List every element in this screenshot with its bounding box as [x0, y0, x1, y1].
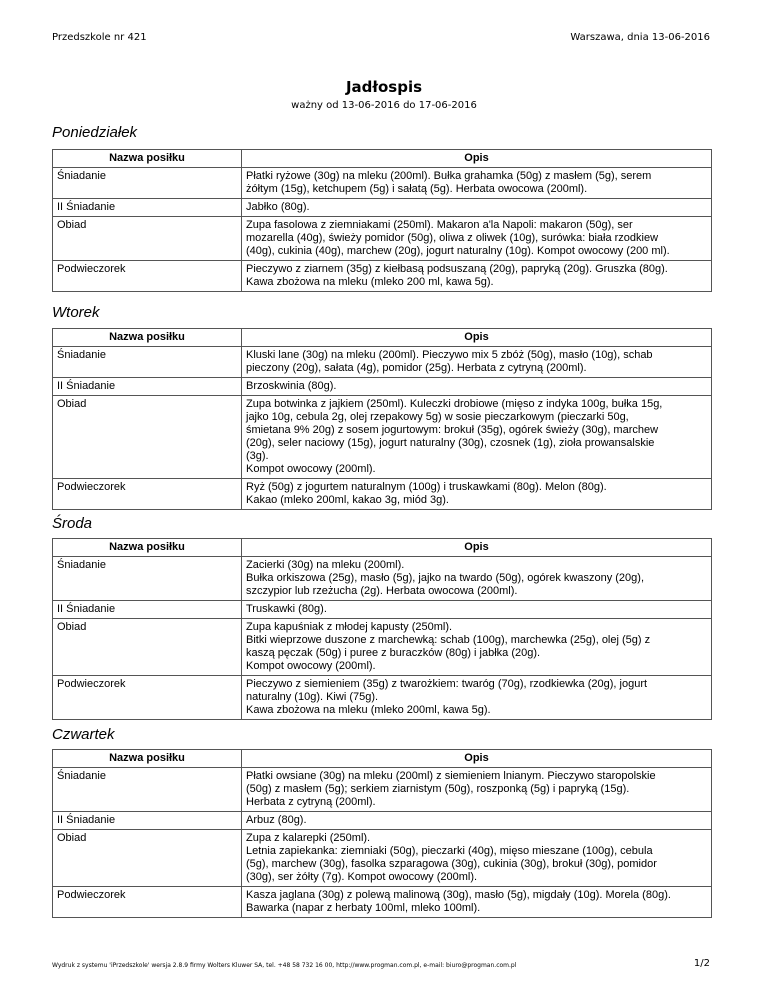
description-line: naturalny (10g). Kiwi (75g).: [246, 691, 379, 703]
table-row: [53, 217, 712, 261]
description-line: żółtym (15g), ketchupem (5g) i sałatą (5g). Herbata owocowa (200ml).: [246, 183, 588, 195]
description-line: Kompot owocowy (200ml).: [246, 660, 376, 672]
table-row: [53, 887, 712, 918]
table-row: [53, 479, 712, 510]
meal-name: Śniadanie: [53, 557, 242, 601]
description-line: Płatki ryżowe (30g) na mleku (200ml). Bułka grahamka (50g) z masłem (5g), serem: [246, 170, 652, 182]
description-line: Kawa zbożowa na mleku (mleko 200ml, kawa 5g).: [246, 704, 491, 716]
meal-name: II Śniadanie: [53, 199, 242, 217]
description-line: Bawarka (napar z herbaty 100ml, mleko 100ml).: [246, 902, 481, 914]
page-title: Jadłospis: [345, 78, 423, 96]
column-header-name: Nazwa posiłku: [53, 750, 242, 768]
description-line: śmietana 9% 20g) z sosem jogurtowym: brokuł (35g), ogórek świeży (30g), marchew: [246, 424, 659, 436]
meal-name: Śniadanie: [53, 347, 242, 378]
description-line: szczypior lub rzeżucha (2g). Herbata owocowa (200ml).: [246, 585, 518, 597]
table-row: [53, 199, 712, 217]
description-line: jajko 10g, cebula 2g, olej rzepakowy 5g) w sosie pieczarkowym (pieczarki 50g,: [246, 411, 629, 423]
table-header-row: [53, 539, 712, 557]
meal-name: Podwieczorek: [53, 479, 242, 510]
description-line: Kompot owocowy (200ml).: [246, 463, 376, 475]
meal-name: Śniadanie: [53, 768, 242, 812]
meal-description: [242, 347, 712, 378]
meal-table: [52, 749, 712, 918]
description-line: Zupa fasolowa z ziemniakami (250ml). Makaron a'la Napoli: makaron (50g), ser: [246, 219, 633, 231]
meal-description: [242, 830, 712, 887]
description-line: (3g).: [246, 450, 269, 462]
meal-name: Śniadanie: [53, 168, 242, 199]
column-header-name: Nazwa posiłku: [53, 539, 242, 557]
meal-name: II Śniadanie: [53, 601, 242, 619]
description-line: Kasza jaglana (30g) z polewą malinową (30g), masło (5g), migdały (10g). Morela (80g).: [246, 889, 671, 901]
description-line: Kakao (mleko 200ml, kakao 3g, miód 3g).: [246, 494, 449, 506]
meal-name: Podwieczorek: [53, 676, 242, 720]
meal-description: [242, 199, 712, 217]
description-line: Letnia zapiekanka: ziemniaki (50g), pieczarki (40g), mięso mieszane (100g), cebula: [246, 845, 653, 857]
meal-name: Obiad: [53, 396, 242, 479]
table-row: [53, 378, 712, 396]
description-line: Pieczywo z siemieniem (35g) z twarożkiem: twaróg (70g), rzodkiewka (20g), jogurt: [246, 678, 648, 690]
description-line: pieczony (20g), sałata (4g), pomidor (25g). Herbata z cytryną (200ml).: [246, 362, 587, 374]
description-line: (5g), marchew (30g), fasolka szparagowa (30g), cukinia (30g), brokuł (30g), pomidor: [246, 858, 657, 870]
description-line: mozarella (40g), świeży pomidor (50g), oliwa z oliwek (10g), surówka: biała rzodkiew: [246, 232, 659, 244]
table-header-row: [53, 750, 712, 768]
table-row: [53, 347, 712, 378]
validity-range: ważny od 13-06-2016 do 17-06-2016: [291, 100, 477, 111]
description-line: Zupa botwinka z jajkiem (250ml). Kuleczki drobiowe (mięso z indyka 100g, bułka 15g,: [246, 398, 663, 410]
description-line: Brzoskwinia (80g).: [246, 380, 337, 392]
table-row: [53, 557, 712, 601]
meal-description: [242, 378, 712, 396]
description-line: Kawa zbożowa na mleku (mleko 200 ml, kawa 5g).: [246, 276, 494, 288]
column-header-name: Nazwa posiłku: [53, 150, 242, 168]
description-line: Zupa kapuśniak z młodej kapusty (250ml).: [246, 621, 453, 633]
meal-description: [242, 601, 712, 619]
meal-table: [52, 149, 712, 292]
description-line: (40g), cukinia (40g), marchew (20g), jogurt naturalny (10g). Kompot owocowy (200 ml).: [246, 245, 670, 257]
meal-description: [242, 261, 712, 292]
description-line: Zupa z kalarepki (250ml).: [246, 832, 371, 844]
table-row: [53, 601, 712, 619]
description-line: Herbata z cytryną (200ml).: [246, 796, 376, 808]
description-line: Bitki wieprzowe duszone z marchewką: schab (100g), marchewka (25g), olej (5g) z: [246, 634, 651, 646]
meal-description: [242, 619, 712, 676]
day-heading: Środa: [52, 515, 93, 532]
meal-description: [242, 479, 712, 510]
description-line: Pieczywo z ziarnem (35g) z kiełbasą podsuszaną (20g), papryką (20g). Gruszka (80g).: [246, 263, 668, 275]
column-header-desc: Opis: [242, 539, 712, 557]
meal-name: Podwieczorek: [53, 887, 242, 918]
table-row: [53, 768, 712, 812]
table-row: [53, 676, 712, 720]
meal-description: [242, 887, 712, 918]
description-line: kaszą pęczak (50g) i puree z buraczków (80g) i jabłka (20g).: [246, 647, 541, 659]
day-heading: Czwartek: [52, 726, 115, 743]
footer-note: Wydruk z systemu 'iPrzedszkole' wersja 2.8.9 firmy Wolters Kluwer SA, tel. +48 58 732 16 00, http://www.progman.com.pl, e-mail: biuro@progman.com.pl: [52, 962, 517, 969]
meal-description: [242, 768, 712, 812]
column-header-desc: Opis: [242, 750, 712, 768]
table-row: [53, 168, 712, 199]
description-line: Arbuz (80g).: [246, 814, 307, 826]
meal-name: Obiad: [53, 830, 242, 887]
description-line: Truskawki (80g).: [246, 603, 327, 615]
table-row: [53, 830, 712, 887]
meal-name: Podwieczorek: [53, 261, 242, 292]
place-date: Warszawa, dnia 13-06-2016: [570, 32, 710, 43]
page-number: 1/2: [693, 958, 710, 969]
school-name: Przedszkole nr 421: [52, 32, 147, 43]
meal-description: [242, 217, 712, 261]
meal-description: [242, 812, 712, 830]
description-line: Kluski lane (30g) na mleku (200ml). Pieczywo mix 5 zbóż (50g), masło (10g), schab: [246, 349, 653, 361]
column-header-name: Nazwa posiłku: [53, 329, 242, 347]
meal-name: II Śniadanie: [53, 378, 242, 396]
description-line: (30g), ser żółty (7g). Kompot owocowy (200ml).: [246, 871, 478, 883]
column-header-desc: Opis: [242, 329, 712, 347]
description-line: Ryż (50g) z jogurtem naturalnym (100g) i truskawkami (80g). Melon (80g).: [246, 481, 607, 493]
table-row: [53, 619, 712, 676]
meal-name: Obiad: [53, 217, 242, 261]
table-header-row: [53, 329, 712, 347]
day-heading: Poniedziałek: [52, 124, 138, 141]
table-header-row: [53, 150, 712, 168]
meal-table: [52, 538, 712, 720]
table-row: [53, 261, 712, 292]
description-line: Płatki owsiane (30g) na mleku (200ml) z siemieniem lnianym. Pieczywo staropolskie: [246, 770, 656, 782]
description-line: (20g), seler naciowy (15g), jogurt naturalny (30g), czosnek (1g), zioła prowansalskie: [246, 437, 655, 449]
description-line: Bułka orkiszowa (25g), masło (5g), jajko na twardo (50g), ogórek kwaszony (20g),: [246, 572, 645, 584]
meal-description: [242, 168, 712, 199]
meal-description: [242, 396, 712, 479]
meal-table: [52, 328, 712, 510]
description-line: Zacierki (30g) na mleku (200ml).: [246, 559, 405, 571]
table-row: [53, 396, 712, 479]
column-header-desc: Opis: [242, 150, 712, 168]
day-heading: Wtorek: [52, 304, 100, 321]
description-line: Jabłko (80g).: [246, 201, 310, 213]
meal-description: [242, 557, 712, 601]
meal-name: Obiad: [53, 619, 242, 676]
table-row: [53, 812, 712, 830]
meal-description: [242, 676, 712, 720]
meal-name: II Śniadanie: [53, 812, 242, 830]
description-line: (50g) z masłem (5g); serkiem ziarnistym (50g), roszponką (5g) i papryką (15g).: [246, 783, 630, 795]
